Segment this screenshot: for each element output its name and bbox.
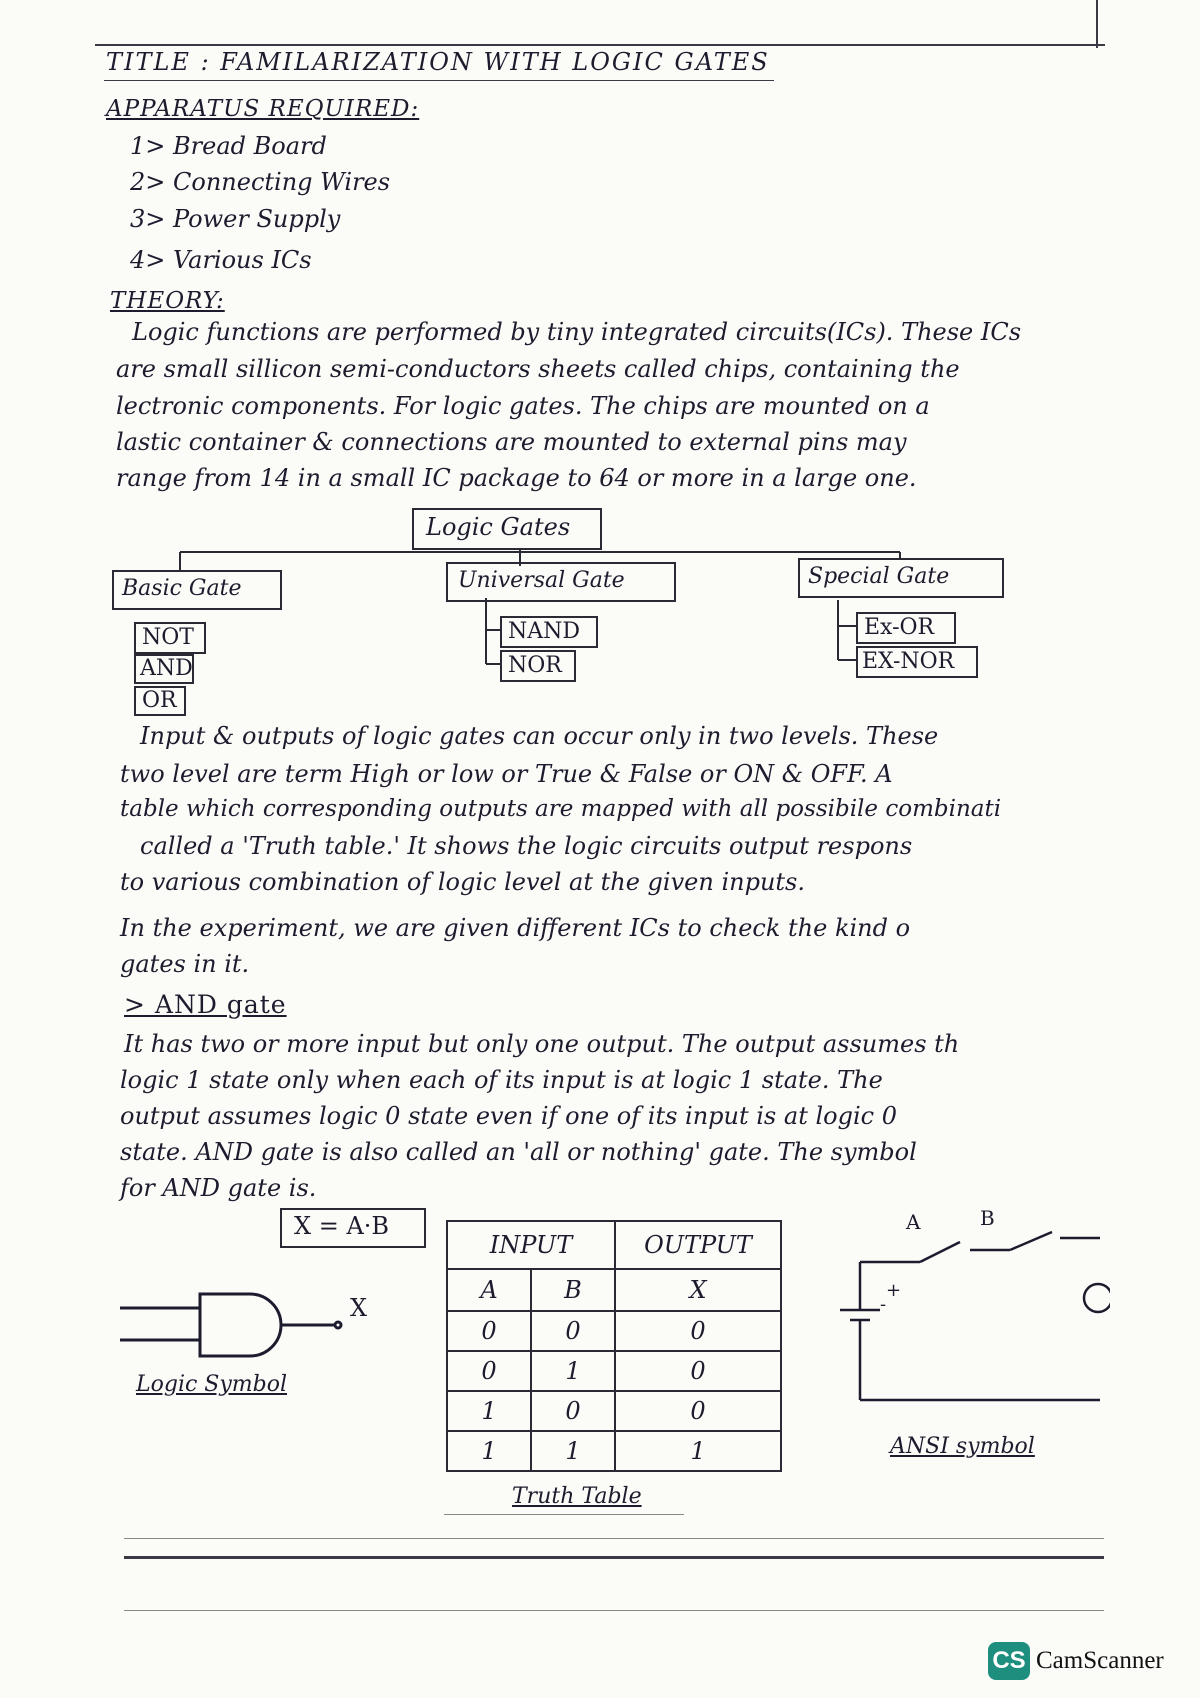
truth-table-cell: 1 <box>447 1391 531 1431</box>
gate-not-box <box>134 622 206 654</box>
gate-or-box <box>134 686 186 716</box>
truth-table <box>446 1220 782 1472</box>
apparatus-item: 4> Various ICs <box>130 246 312 274</box>
diagram-root-label: Logic Gates <box>426 513 571 541</box>
truth-table-cell: 0 <box>615 1311 781 1351</box>
and-equation: X = A·B <box>294 1212 390 1240</box>
truth-table-underline <box>444 1514 684 1515</box>
ansi-plus-label: + <box>886 1280 902 1301</box>
apparatus-item: 2> Connecting Wires <box>130 168 391 196</box>
truth-table-col-a: A <box>447 1269 531 1311</box>
and-gate-line: It has two or more input but only one output. The output assumes th <box>124 1030 960 1058</box>
truth-table-cell: 0 <box>447 1311 531 1351</box>
apparatus-heading: APPARATUS REQUIRED: <box>106 96 420 122</box>
special-gate-box <box>798 558 1004 598</box>
theory-line: lastic container & connections are mounted to external pins may <box>116 428 907 456</box>
theory-line: lectronic components. For logic gates. The chips are mounted on a <box>116 392 930 420</box>
page-title: TITLE : FAMILARIZATION WITH LOGIC GATES <box>106 48 770 76</box>
theory-heading: THEORY: <box>110 288 225 314</box>
logic-symbol-caption: Logic Symbol <box>136 1372 288 1397</box>
truth-table-cell: 0 <box>447 1351 531 1391</box>
and-gate-line: state. AND gate is also called an 'all or nothing' gate. The symbol <box>120 1138 917 1166</box>
truth-table-cell: 1 <box>447 1431 531 1471</box>
and-logic-symbol <box>120 1280 380 1370</box>
gate-not-label: NOT <box>142 625 194 650</box>
truth-table-caption: Truth Table <box>512 1484 642 1509</box>
and-gate-heading: > AND gate <box>124 990 287 1019</box>
camscanner-watermark <box>988 1642 1164 1680</box>
truth-table-cell: 1 <box>531 1431 615 1471</box>
special-gate-label: Special Gate <box>808 564 950 589</box>
universal-gate-label: Universal Gate <box>458 568 625 593</box>
gate-exnor-label: EX-NOR <box>862 649 955 674</box>
truth-table-col-b: B <box>531 1269 615 1311</box>
universal-gate-box <box>446 562 676 602</box>
gate-and-box <box>134 654 194 684</box>
and-gate-line: output assumes logic 0 state even if one of its input is at logic 0 <box>120 1102 897 1130</box>
ansi-switch-a-label: A <box>906 1210 921 1234</box>
paragraph-line: Input & outputs of logic gates can occur only in two levels. These <box>140 722 939 750</box>
gate-exnor-box <box>856 646 978 678</box>
paragraph-line: to various combination of logic level at the given inputs. <box>120 868 805 896</box>
paragraph-line: two level are term High or low or True & False or ON & OFF. A <box>120 760 893 788</box>
paragraph-line: called a 'Truth table.' It shows the logic circuits output respons <box>140 832 913 860</box>
gate-or-label: OR <box>142 688 177 713</box>
truth-table-cell: 0 <box>531 1391 615 1431</box>
gate-exor-label: Ex-OR <box>864 615 935 640</box>
apparatus-item: 1> Bread Board <box>130 132 327 160</box>
truth-table-cell: 1 <box>531 1351 615 1391</box>
apparatus-item: 3> Power Supply <box>130 205 341 233</box>
truth-table-cell: 0 <box>615 1391 781 1431</box>
ansi-switch-b-label: B <box>980 1206 995 1230</box>
paragraph-line: table which corresponding outputs are mapped with all possibile combinati <box>120 796 1002 822</box>
camscanner-text: CamScanner <box>1036 1647 1164 1674</box>
gate-nor-box <box>500 650 576 682</box>
bottom-rule-thick <box>124 1556 1104 1559</box>
and-equation-box <box>280 1208 426 1248</box>
ansi-minus-label: - <box>880 1294 887 1315</box>
bottom-rule <box>124 1538 1104 1539</box>
camscanner-logo-icon: CS <box>988 1642 1030 1680</box>
gate-exor-box <box>856 612 956 644</box>
gate-nand-box <box>500 616 598 648</box>
paragraph-line: gates in it. <box>120 950 250 978</box>
basic-gate-box <box>112 570 282 610</box>
truth-table-input-header: INPUT <box>447 1221 615 1269</box>
truth-table-cell: 1 <box>615 1431 781 1471</box>
and-gate-line: logic 1 state only when each of its input is at logic 1 state. The <box>120 1066 883 1094</box>
ansi-circuit-symbol <box>830 1210 1110 1430</box>
theory-line: are small sillicon semi-conductors sheets called chips, containing the <box>116 355 960 383</box>
paragraph-line: In the experiment, we are given different ICs to check the kind o <box>120 914 911 942</box>
theory-line: range from 14 in a small IC package to 64 or more in a large one. <box>116 464 917 492</box>
diagram-connectors <box>0 0 1200 720</box>
and-gate-line: for AND gate is. <box>120 1174 317 1202</box>
gate-and-label: AND <box>140 656 193 681</box>
theory-line: Logic functions are performed by tiny integrated circuits(ICs). These ICs <box>132 318 1022 346</box>
gate-nand-label: NAND <box>508 619 581 644</box>
truth-table-cell: 0 <box>531 1311 615 1351</box>
gate-nor-label: NOR <box>508 653 562 678</box>
and-output-label: X <box>350 1294 368 1322</box>
truth-table-col-x: X <box>615 1269 781 1311</box>
ansi-symbol-caption: ANSI symbol <box>890 1434 1035 1459</box>
basic-gate-label: Basic Gate <box>122 576 242 601</box>
truth-table-cell: 0 <box>615 1351 781 1391</box>
truth-table-output-header: OUTPUT <box>615 1221 781 1269</box>
bottom-rule <box>124 1610 1104 1611</box>
